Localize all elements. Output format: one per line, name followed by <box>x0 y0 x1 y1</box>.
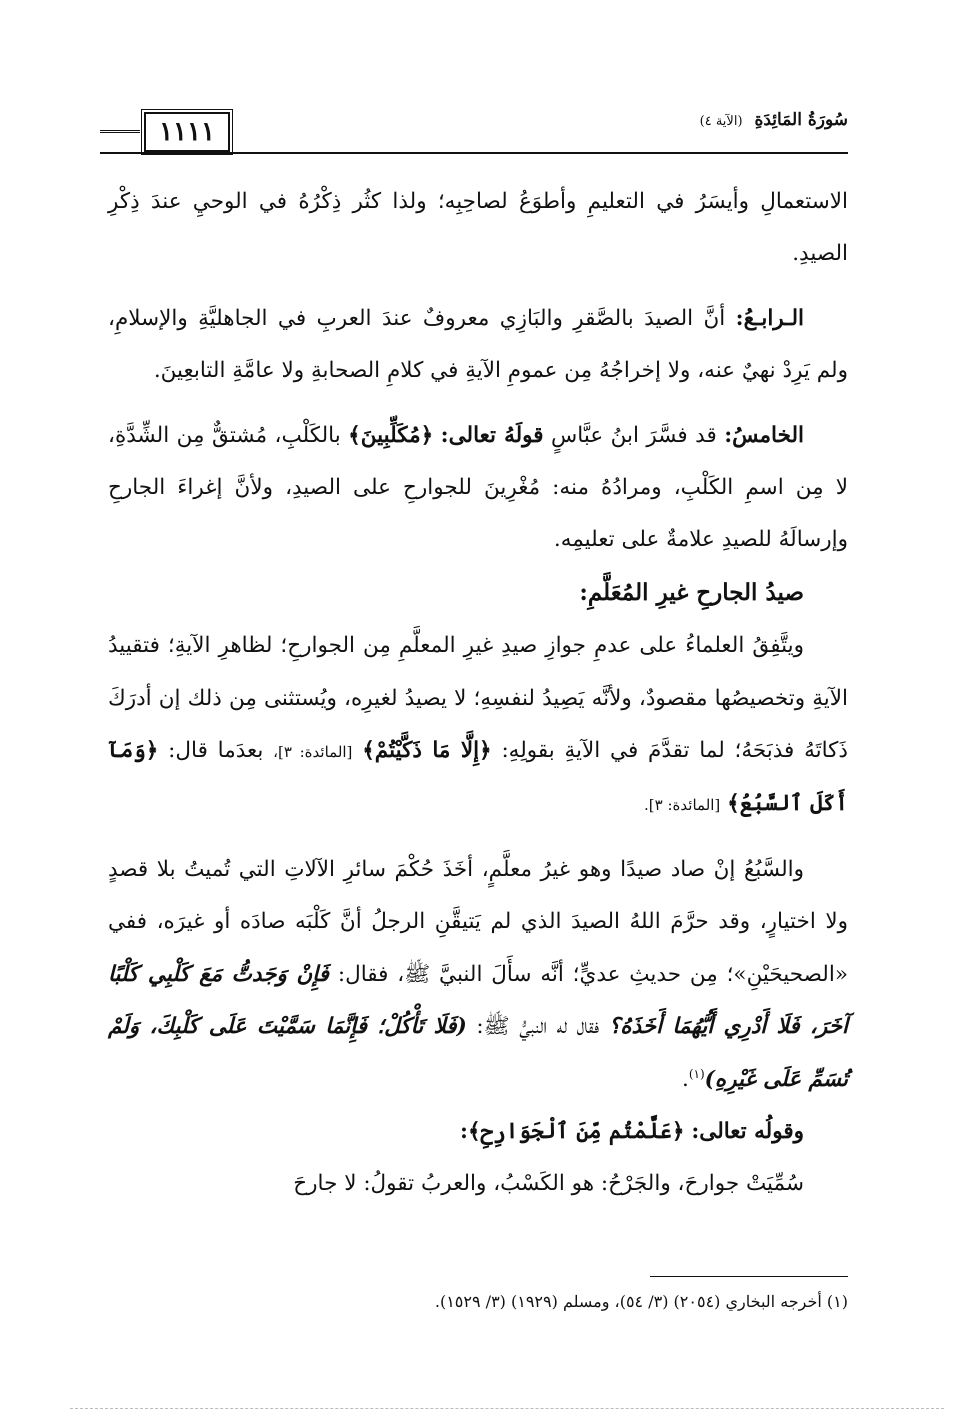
quran-quote-mukallibin: ﴿مُكَلِّبِينَ﴾ <box>348 422 434 448</box>
surah-title: سُورَةُ المَائِدَةِ <box>754 110 848 130</box>
heading-untrained-predator: صيدُ الجارحِ غيرِ المُعَلَّمِ: <box>579 578 804 606</box>
header-rule-left <box>100 130 140 133</box>
quran-quote-illa-ma-dhakkaytum: ﴿إِلَّا مَا ذَكَّيْتُمْ﴾ <box>362 738 492 764</box>
paragraph-1: الاستعمالِ وأيسَرُ في التعليمِ وأطوَعُ لصاحِبِه؛ ولذا كثُر ذِكْرُهُ في الوحيِ عندَ ذِكْرِ الصيدِ. <box>108 189 848 267</box>
footnote: (١) أخرجه البخاري (٢٠٥٤) (٣/ ٥٤)، ومسلم (١٩٢٩) (٣/ ١٥٢٩). <box>434 1292 848 1311</box>
paragraph-predator-text-a: والسَّبُعُ إنْ صاد صيدًا وهو غيرُ معلَّمٍ، أخَذَ حُكْمَ سائرِ الآلاتِ التي تُميتُ بلا قصدٍ ولا اختيارٍ، وقد حرَّمَ اللهُ الصيدَ الذي لم يَتيقَّنِ الرجلُ أنَّ كَلْبَه صادَه أو غيرَه، ففي «الصحيحَيْنِ»؛ مِن حديثِ عديٍّ؛ أنَّه سأَلَ النبيَّ ﷺ، فقال: <box>108 856 848 987</box>
section-heading-untrained <box>108 567 848 620</box>
heading-jawarih-text: وقولُه تعالى: <box>691 1118 804 1144</box>
paragraph-jawarih: سُمِّيَتْ جوارحَ، والجَرْحُ: هو الكَسْبُ، والعربُ تقولُ: لا جارحَ <box>293 1171 804 1197</box>
label-fourth: الـرابـعُ: <box>735 305 804 331</box>
footnote-marker: (١) <box>688 1066 705 1081</box>
label-fifth: الخامسُ: <box>724 422 805 448</box>
quran-reference-1: [المائدة: ٣]، <box>273 743 353 762</box>
quran-quote-akala-assabu: ﴿وَمَآ أَكَلَ ٱلسَّبُعُ﴾ <box>108 738 848 817</box>
running-title <box>700 110 848 130</box>
quran-reference-2: [المائدة: ٣]. <box>644 796 721 815</box>
hadith-quote-answer: (فَلَا تَأْكُلْ؛ فَإِنَّمَا سَمَّيْتَ عَلَى كَلْبِكَ، وَلَمْ تُسَمِّ عَلَى غَيْرِهِ) <box>108 1014 848 1092</box>
paragraph-untrained-text-b: بعدَما قال: <box>168 738 264 764</box>
page-bottom-edge <box>70 1408 944 1409</box>
page-header <box>100 108 848 158</box>
paragraph-fifth <box>108 410 848 567</box>
main-text <box>108 176 848 1211</box>
paragraph-predator-text-b: فقال له النبيُّ ﷺ: <box>476 1014 600 1040</box>
quran-quote-jawarih: ﴿عَلَّمْتُم مِّنَ ٱلْجَوَارِحِ﴾: <box>460 1118 685 1144</box>
hadith-quote-question: فَإِنْ وَجَدتُّ مَعَ كَلْبِي كَلْبًا آخَرَ، فَلَا أَدْرِي أَيُّهُمَا أَخَذَهُ؟ <box>108 961 848 1040</box>
paragraph-fourth-text: أنَّ الصيدَ بالصَّقرِ والبَازِي معروفٌ عندَ العربِ في الجاهليَّةِ والإسلامِ، ولم يَرِدْ نهيٌ عنه، ولا إخراجُهُ مِن عمومِ الآيةِ في كلامِ الصحابةِ ولا عامَّةِ التابعِينَ. <box>108 305 848 384</box>
section-heading-jawarih <box>108 1106 848 1158</box>
header-rule <box>100 152 848 154</box>
paragraph-fourth <box>108 293 848 398</box>
paragraph-untrained-text-a: ويتَّفِقُ العلماءُ على عدمِ جوازِ صيدِ غيرِ المعلَّمِ مِن الجوارحِ؛ لظاهرِ الآيةِ؛ فتقييدُ الآيةِ وتخصيصُها مقصودٌ، ولأنَّه يَصِيدُ لنفسِهِ؛ لا يصيدُ لغيرِه، ويُستثنى مِن ذلك إن أدرَكَ ذَكاتَهُ فذبَحَهُ؛ لما تقدَّمَ في الآيةِ بقولِهِ: <box>108 633 848 764</box>
paragraph-fifth-text-b: قولَهُ تعالى: <box>440 422 544 448</box>
paragraph-fifth-text-c: بالكَلْبِ، مُشتقٌّ مِن الشِّدَّةِ، لا مِن اسمِ الكَلْبِ، ومرادُهُ منه: مُغْرِينَ للجوارحِ على الصيدِ، ولأنَّ إغراءَ الجارحِ وإرسالَهُ للصيدِ علامةٌ على تعليمِه. <box>108 422 848 553</box>
paragraph-untrained <box>108 620 848 832</box>
paragraph-predator: والسَّبُعُ إنْ صاد صيدًا وهو غيرُ معلَّمٍ، أخَذَ حُكْمَ سائرِ الآلاتِ التي تُميتُ بلا قصدٍ ولا اختيارٍ، وقد حرَّمَ اللهُ الصيدَ الذي لم يَتيقَّنِ الرجلُ أنَّ كَلْبَه صادَه أو غيرَه، ففي «الصحيحَيْنِ»؛ مِن حديثِ عديٍّ؛ أنَّه سأَلَ النبيَّ ﷺ، فقال: فَإِنْ وَجَدتُّ مَعَ كَلْبِي كَلْبًا آخَرَ، فَلَا أَدْرِي أَيُّهُمَا أَخَذَهُ؟ فقال له النبيُّ ﷺ: (فَلَا تَأْكُلْ؛ فَإِنَّمَا سَمَّيْتَ عَلَى كَلْبِكَ، وَلَمْ تُسَمِّ عَلَى غَيْرِهِ)$^{(١)}$. <box>108 856 848 1092</box>
verse-reference: (الآية ٤) <box>699 114 743 129</box>
page-number: ١١١١ <box>144 112 230 152</box>
paragraph-fifth-text-a: قد فسَّرَ ابنُ عبَّاسٍ <box>551 422 717 448</box>
footnote-separator <box>650 1276 848 1277</box>
